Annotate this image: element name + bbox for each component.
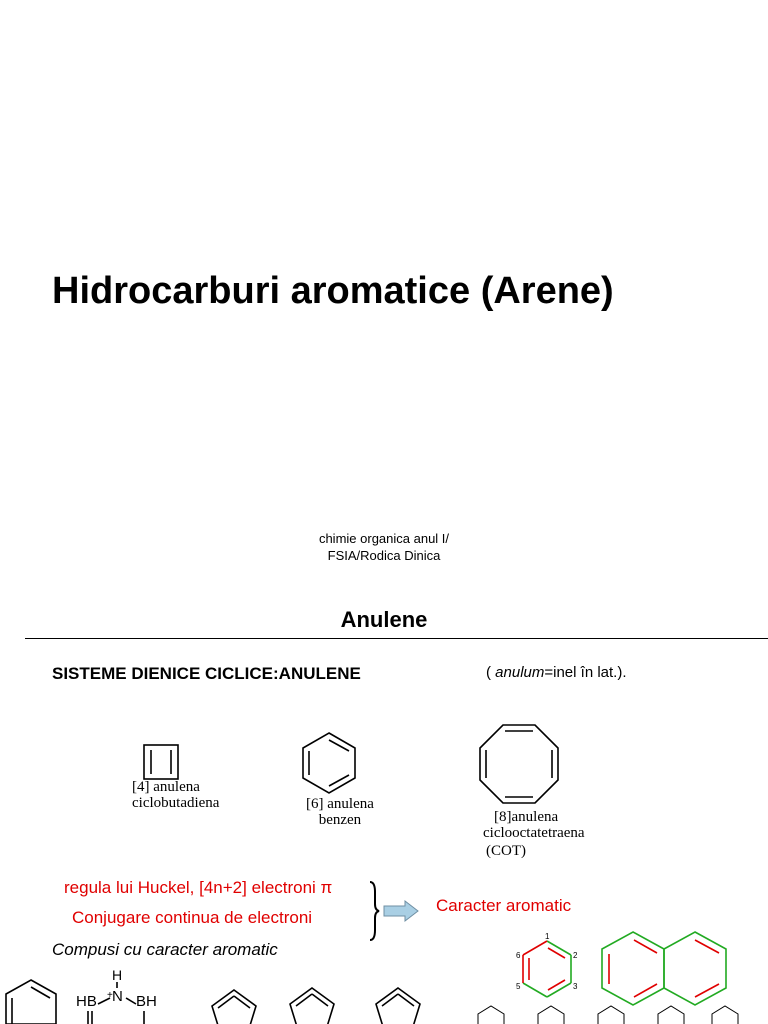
brace-icon <box>368 880 382 942</box>
numbered-benzene-structure <box>515 933 585 1003</box>
cyclobutadiene-structure <box>143 744 179 780</box>
heterocycle-ring-1 <box>476 1004 506 1024</box>
ring-number-3: 3 <box>573 982 578 991</box>
sub-heading: SISTEME DIENICE CICLICE:ANULENE <box>52 664 361 683</box>
svg-text:HB: HB <box>76 993 97 1010</box>
ring-number-6: 6 <box>516 951 521 960</box>
svg-text:BH: BH <box>136 993 157 1010</box>
footer-line-1: chimie organica anul I/ <box>318 531 450 546</box>
svg-text:H: H <box>112 967 123 983</box>
ring-number-1: 1 <box>545 932 550 941</box>
compound-4-label: [4] anulena ciclobutadiena <box>132 779 220 811</box>
divider <box>25 638 768 639</box>
footer-line-2: FSIA/Rodica Dinica <box>327 548 441 563</box>
slide-title: Hidrocarburi aromatice (Arene) <box>52 270 614 312</box>
ring-number-2: 2 <box>573 951 578 960</box>
huckel-rule: regula lui Huckel, [4n+2] electroni π <box>64 878 333 897</box>
cyclopentadienyl-ring-1 <box>210 988 260 1024</box>
aromatic-character: Caracter aromatic <box>436 896 572 915</box>
etymology-note: ( anulum=inel în lat.). <box>486 664 627 681</box>
etymology-word: anulum <box>495 664 545 681</box>
ring-number-5: 5 <box>516 982 521 991</box>
svg-text:+: + <box>107 990 113 1001</box>
heterocycle-ring-5 <box>710 1000 750 1024</box>
aromatic-compounds-label: Compusi cu caracter aromatic <box>52 940 278 959</box>
cyclopentadienyl-ring-2 <box>288 986 338 1024</box>
cot-structure <box>478 723 560 805</box>
heterocycle-ring-4 <box>656 1000 696 1024</box>
conjugation-rule: Conjugare continua de electroni <box>72 908 313 927</box>
slide-footer <box>0 530 768 564</box>
heterocycle-ring-3 <box>596 1000 626 1024</box>
svg-text:N: N <box>112 988 123 1005</box>
benzene-structure <box>300 731 360 791</box>
benzene-bottom-structure <box>4 978 64 1024</box>
borazine-structure <box>74 966 164 1024</box>
compound-8-label: [8]anulena ciclooctatetraena (COT) <box>483 809 585 859</box>
heterocycle-ring-2 <box>536 1004 566 1024</box>
cyclopentadienyl-ring-3 <box>374 986 424 1024</box>
arrow-right-icon <box>383 900 419 922</box>
section-title: Anulene <box>340 607 428 632</box>
compound-6-label: [6] anulena benzen <box>306 796 374 828</box>
